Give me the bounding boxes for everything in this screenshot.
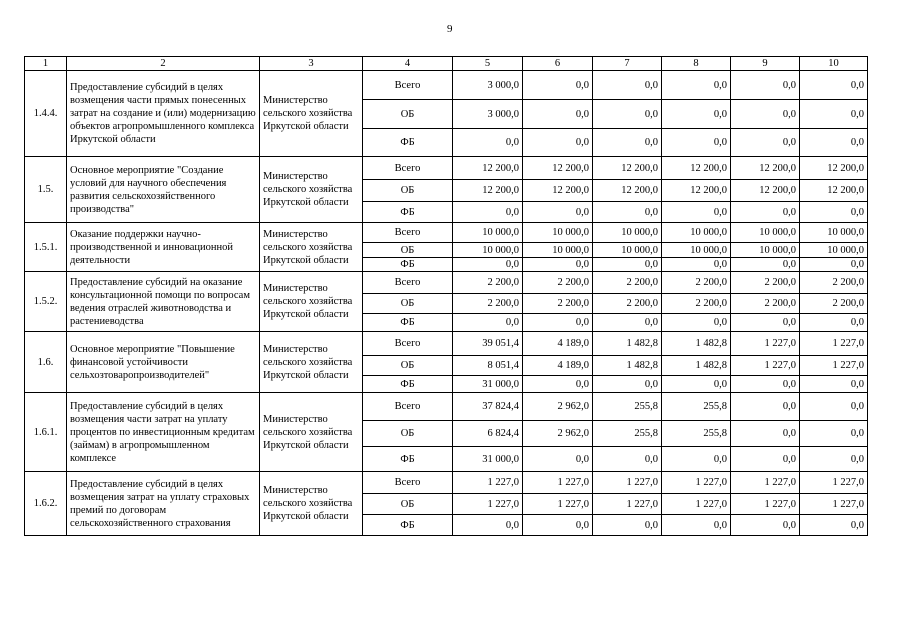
item-code: 1.5. bbox=[25, 157, 67, 223]
table-row bbox=[25, 272, 868, 294]
item-code: 1.4.4. bbox=[25, 71, 67, 157]
amount-cell: 12 200,0 bbox=[593, 157, 662, 180]
amount-cell: 12 200,0 bbox=[593, 180, 662, 202]
funding-source: ФБ bbox=[363, 258, 453, 272]
amount-cell: 0,0 bbox=[731, 393, 800, 421]
item-executor: Министерство сельского хозяйства Иркутской области bbox=[260, 157, 363, 223]
amount-cell: 0,0 bbox=[593, 258, 662, 272]
funding-source: Всего bbox=[363, 223, 453, 243]
amount-cell: 255,8 bbox=[662, 421, 731, 447]
amount-cell: 2 200,0 bbox=[453, 272, 523, 294]
amount-cell: 10 000,0 bbox=[593, 223, 662, 243]
amount-cell: 0,0 bbox=[800, 100, 868, 129]
amount-cell: 0,0 bbox=[662, 100, 731, 129]
item-code: 1.6. bbox=[25, 332, 67, 393]
amount-cell: 0,0 bbox=[800, 314, 868, 332]
amount-cell: 0,0 bbox=[593, 202, 662, 223]
amount-cell: 2 962,0 bbox=[523, 393, 593, 421]
item-name: Предоставление субсидий в целях возмещения части затрат на уплату процентов по инвестиционным кредитам (займам) в агропромышленном комплексе bbox=[67, 393, 260, 472]
amount-cell: 0,0 bbox=[731, 100, 800, 129]
amount-cell: 10 000,0 bbox=[800, 243, 868, 258]
item-name: Основное мероприятие "Создание условий для научного обеспечения развития сельскохозяйственного производства" bbox=[67, 157, 260, 223]
amount-cell: 12 200,0 bbox=[523, 180, 593, 202]
amount-cell: 1 227,0 bbox=[800, 356, 868, 376]
amount-cell: 1 482,8 bbox=[593, 332, 662, 356]
amount-cell: 1 227,0 bbox=[800, 494, 868, 515]
amount-cell: 10 000,0 bbox=[593, 243, 662, 258]
funding-source: Всего bbox=[363, 272, 453, 294]
funding-source: ОБ bbox=[363, 180, 453, 202]
amount-cell: 0,0 bbox=[453, 314, 523, 332]
amount-cell: 1 227,0 bbox=[593, 494, 662, 515]
amount-cell: 0,0 bbox=[453, 202, 523, 223]
funding-source: Всего bbox=[363, 71, 453, 100]
amount-cell: 255,8 bbox=[662, 393, 731, 421]
amount-cell: 1 227,0 bbox=[662, 494, 731, 515]
table-row bbox=[25, 223, 868, 243]
funding-source: ФБ bbox=[363, 202, 453, 223]
amount-cell: 0,0 bbox=[453, 515, 523, 536]
table-row bbox=[25, 393, 868, 421]
amount-cell: 0,0 bbox=[731, 314, 800, 332]
amount-cell: 0,0 bbox=[731, 129, 800, 157]
amount-cell: 1 227,0 bbox=[731, 494, 800, 515]
amount-cell: 12 200,0 bbox=[662, 157, 731, 180]
amount-cell: 39 051,4 bbox=[453, 332, 523, 356]
funding-source: ФБ bbox=[363, 515, 453, 536]
column-header: 8 bbox=[662, 57, 731, 71]
amount-cell: 0,0 bbox=[731, 376, 800, 393]
amount-cell: 1 227,0 bbox=[453, 494, 523, 515]
amount-cell: 1 227,0 bbox=[523, 494, 593, 515]
amount-cell: 4 189,0 bbox=[523, 332, 593, 356]
funding-source: ФБ bbox=[363, 129, 453, 157]
amount-cell: 1 227,0 bbox=[662, 472, 731, 494]
amount-cell: 0,0 bbox=[662, 129, 731, 157]
amount-cell: 1 227,0 bbox=[731, 472, 800, 494]
amount-cell: 2 200,0 bbox=[523, 272, 593, 294]
budget-table bbox=[24, 56, 868, 536]
amount-cell: 12 200,0 bbox=[453, 157, 523, 180]
amount-cell: 0,0 bbox=[662, 314, 731, 332]
item-name: Оказание поддержки научно-производственной и инновационной деятельности bbox=[67, 223, 260, 272]
amount-cell: 2 200,0 bbox=[523, 294, 593, 314]
amount-cell: 0,0 bbox=[731, 421, 800, 447]
amount-cell: 0,0 bbox=[593, 71, 662, 100]
amount-cell: 0,0 bbox=[593, 129, 662, 157]
item-name: Основное мероприятие "Повышение финансовой устойчивости сельхозтоваропроизводителей" bbox=[67, 332, 260, 393]
item-executor: Министерство сельского хозяйства Иркутской области bbox=[260, 71, 363, 157]
amount-cell: 1 227,0 bbox=[731, 356, 800, 376]
funding-source: ОБ bbox=[363, 294, 453, 314]
column-header: 5 bbox=[453, 57, 523, 71]
amount-cell: 4 189,0 bbox=[523, 356, 593, 376]
column-header: 3 bbox=[260, 57, 363, 71]
amount-cell: 0,0 bbox=[800, 515, 868, 536]
table-row bbox=[25, 157, 868, 180]
amount-cell: 0,0 bbox=[800, 71, 868, 100]
amount-cell: 0,0 bbox=[523, 258, 593, 272]
amount-cell: 0,0 bbox=[662, 202, 731, 223]
funding-source: ФБ bbox=[363, 376, 453, 393]
amount-cell: 0,0 bbox=[523, 314, 593, 332]
amount-cell: 0,0 bbox=[662, 71, 731, 100]
amount-cell: 10 000,0 bbox=[523, 243, 593, 258]
amount-cell: 0,0 bbox=[593, 314, 662, 332]
amount-cell: 12 200,0 bbox=[523, 157, 593, 180]
amount-cell: 0,0 bbox=[523, 129, 593, 157]
amount-cell: 10 000,0 bbox=[453, 223, 523, 243]
amount-cell: 1 227,0 bbox=[731, 332, 800, 356]
amount-cell: 0,0 bbox=[523, 202, 593, 223]
amount-cell: 10 000,0 bbox=[662, 243, 731, 258]
funding-source: ОБ bbox=[363, 243, 453, 258]
table-body bbox=[25, 71, 868, 536]
amount-cell: 255,8 bbox=[593, 393, 662, 421]
amount-cell: 0,0 bbox=[523, 100, 593, 129]
amount-cell: 1 482,8 bbox=[662, 356, 731, 376]
amount-cell: 0,0 bbox=[523, 447, 593, 472]
column-header: 6 bbox=[523, 57, 593, 71]
item-code: 1.5.2. bbox=[25, 272, 67, 332]
amount-cell: 2 200,0 bbox=[593, 272, 662, 294]
amount-cell: 12 200,0 bbox=[662, 180, 731, 202]
item-name: Предоставление субсидий на оказание консультационной помощи по вопросам ведения отраслей животноводства и растениеводства bbox=[67, 272, 260, 332]
amount-cell: 0,0 bbox=[593, 376, 662, 393]
amount-cell: 8 051,4 bbox=[453, 356, 523, 376]
item-name: Предоставление субсидий в целях возмещения затрат на уплату страховых премий по договорам сельскохозяйственного страхования bbox=[67, 472, 260, 536]
item-code: 1.6.2. bbox=[25, 472, 67, 536]
amount-cell: 2 200,0 bbox=[662, 272, 731, 294]
table-row bbox=[25, 71, 868, 100]
amount-cell: 2 200,0 bbox=[731, 272, 800, 294]
funding-source: ОБ bbox=[363, 100, 453, 129]
amount-cell: 0,0 bbox=[593, 447, 662, 472]
funding-source: ОБ bbox=[363, 494, 453, 515]
amount-cell: 0,0 bbox=[731, 71, 800, 100]
amount-cell: 10 000,0 bbox=[731, 243, 800, 258]
amount-cell: 2 200,0 bbox=[453, 294, 523, 314]
table-row bbox=[25, 472, 868, 494]
amount-cell: 12 200,0 bbox=[731, 157, 800, 180]
item-executor: Министерство сельского хозяйства Иркутской области bbox=[260, 332, 363, 393]
page-number: 9 bbox=[447, 23, 453, 35]
amount-cell: 0,0 bbox=[523, 376, 593, 393]
amount-cell: 0,0 bbox=[662, 376, 731, 393]
column-header: 2 bbox=[67, 57, 260, 71]
amount-cell: 37 824,4 bbox=[453, 393, 523, 421]
amount-cell: 0,0 bbox=[731, 202, 800, 223]
funding-source: Всего bbox=[363, 472, 453, 494]
amount-cell: 0,0 bbox=[800, 258, 868, 272]
amount-cell: 10 000,0 bbox=[800, 223, 868, 243]
amount-cell: 255,8 bbox=[593, 421, 662, 447]
item-code: 1.5.1. bbox=[25, 223, 67, 272]
amount-cell: 0,0 bbox=[800, 421, 868, 447]
header-row bbox=[25, 57, 868, 71]
amount-cell: 0,0 bbox=[800, 376, 868, 393]
amount-cell: 0,0 bbox=[662, 447, 731, 472]
item-executor: Министерство сельского хозяйства Иркутской области bbox=[260, 393, 363, 472]
amount-cell: 0,0 bbox=[800, 447, 868, 472]
column-header: 4 bbox=[363, 57, 453, 71]
funding-source: ФБ bbox=[363, 447, 453, 472]
amount-cell: 1 482,8 bbox=[662, 332, 731, 356]
amount-cell: 31 000,0 bbox=[453, 376, 523, 393]
table-row bbox=[25, 332, 868, 356]
amount-cell: 10 000,0 bbox=[453, 243, 523, 258]
column-header: 9 bbox=[731, 57, 800, 71]
funding-source: Всего bbox=[363, 332, 453, 356]
funding-source: ФБ bbox=[363, 314, 453, 332]
amount-cell: 0,0 bbox=[731, 447, 800, 472]
funding-source: ОБ bbox=[363, 421, 453, 447]
amount-cell: 10 000,0 bbox=[523, 223, 593, 243]
amount-cell: 0,0 bbox=[523, 515, 593, 536]
amount-cell: 10 000,0 bbox=[731, 223, 800, 243]
amount-cell: 1 227,0 bbox=[800, 332, 868, 356]
amount-cell: 0,0 bbox=[593, 515, 662, 536]
amount-cell: 10 000,0 bbox=[662, 223, 731, 243]
amount-cell: 2 962,0 bbox=[523, 421, 593, 447]
amount-cell: 1 227,0 bbox=[800, 472, 868, 494]
amount-cell: 1 227,0 bbox=[593, 472, 662, 494]
amount-cell: 0,0 bbox=[800, 393, 868, 421]
amount-cell: 12 200,0 bbox=[453, 180, 523, 202]
amount-cell: 12 200,0 bbox=[800, 180, 868, 202]
amount-cell: 1 227,0 bbox=[523, 472, 593, 494]
amount-cell: 2 200,0 bbox=[593, 294, 662, 314]
amount-cell: 1 482,8 bbox=[593, 356, 662, 376]
funding-source: Всего bbox=[363, 157, 453, 180]
column-header: 1 bbox=[25, 57, 67, 71]
column-header: 7 bbox=[593, 57, 662, 71]
amount-cell: 0,0 bbox=[593, 100, 662, 129]
funding-source: Всего bbox=[363, 393, 453, 421]
item-executor: Министерство сельского хозяйства Иркутской области bbox=[260, 223, 363, 272]
amount-cell: 12 200,0 bbox=[800, 157, 868, 180]
item-code: 1.6.1. bbox=[25, 393, 67, 472]
amount-cell: 0,0 bbox=[731, 515, 800, 536]
amount-cell: 12 200,0 bbox=[731, 180, 800, 202]
amount-cell: 6 824,4 bbox=[453, 421, 523, 447]
amount-cell: 3 000,0 bbox=[453, 100, 523, 129]
amount-cell: 2 200,0 bbox=[662, 294, 731, 314]
item-name: Предоставление субсидий в целях возмещения части прямых понесенных затрат на создание и (или) модернизацию объектов агропромышленного комплекса Иркутской области bbox=[67, 71, 260, 157]
amount-cell: 0,0 bbox=[523, 71, 593, 100]
column-header: 10 bbox=[800, 57, 868, 71]
amount-cell: 0,0 bbox=[731, 258, 800, 272]
item-executor: Министерство сельского хозяйства Иркутской области bbox=[260, 472, 363, 536]
amount-cell: 2 200,0 bbox=[800, 294, 868, 314]
amount-cell: 0,0 bbox=[800, 129, 868, 157]
amount-cell: 0,0 bbox=[662, 515, 731, 536]
amount-cell: 0,0 bbox=[453, 258, 523, 272]
amount-cell: 0,0 bbox=[800, 202, 868, 223]
amount-cell: 1 227,0 bbox=[453, 472, 523, 494]
amount-cell: 31 000,0 bbox=[453, 447, 523, 472]
amount-cell: 3 000,0 bbox=[453, 71, 523, 100]
funding-source: ОБ bbox=[363, 356, 453, 376]
item-executor: Министерство сельского хозяйства Иркутской области bbox=[260, 272, 363, 332]
amount-cell: 0,0 bbox=[662, 258, 731, 272]
amount-cell: 2 200,0 bbox=[800, 272, 868, 294]
amount-cell: 0,0 bbox=[453, 129, 523, 157]
amount-cell: 2 200,0 bbox=[731, 294, 800, 314]
